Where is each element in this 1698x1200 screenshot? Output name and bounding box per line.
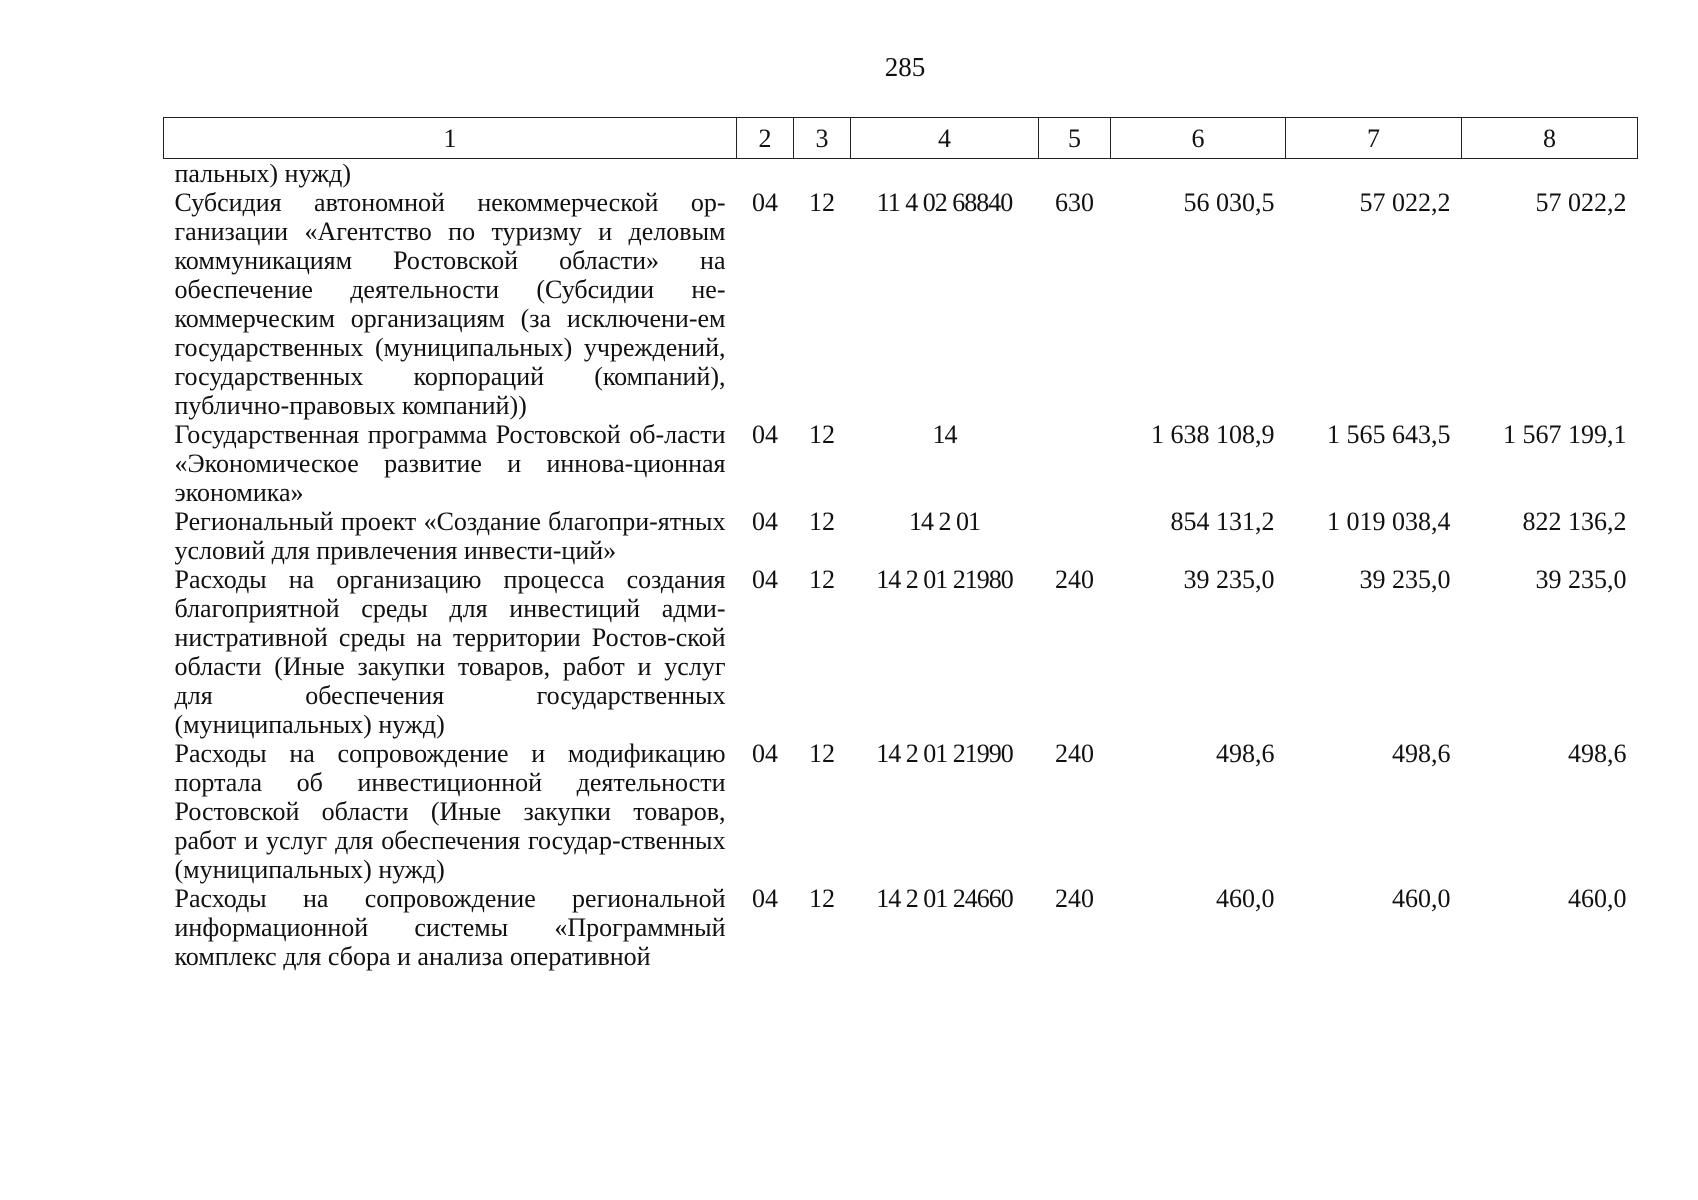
row-description: Субсидия автономной некоммерческой ор-ганизации «Агентство по туризму и деловым коммуникациям Ростовской области» на обеспечение деятельности (Субсидии не-коммерческим организациям (за исключени-ем государственных (муниципальных) учреждений, государственных корпораций (компаний), публично-правовых компаний))	[174, 188, 726, 420]
budget-table	[163, 117, 1638, 971]
row-description: Государственная программа Ростовской об-ласти «Экономическое развитие и иннова-ционная экономика»	[174, 420, 726, 507]
header-cell-8: 8	[1462, 118, 1638, 159]
row-expense-type: 240	[1055, 565, 1094, 594]
row-target-code: 11 4 02 68840	[876, 188, 1013, 217]
row-amount-year3: 498,6	[1568, 739, 1627, 768]
table-row	[164, 884, 1638, 971]
row-target-code: 14	[932, 420, 957, 449]
continuation-text: пальных) нужд)	[174, 159, 351, 188]
row-target-code: 14 2 01	[909, 507, 980, 536]
table-row	[164, 739, 1638, 884]
header-cell-4: 4	[851, 118, 1039, 159]
header-cell-7: 7	[1286, 118, 1462, 159]
page-number: 285	[884, 52, 926, 82]
header-cell-1: 1	[164, 118, 737, 159]
row-amount-year1: 56 030,5	[1183, 188, 1275, 217]
row-subsection: 12	[809, 565, 835, 594]
row-target-code: 14 2 01 21980	[876, 565, 1013, 594]
row-amount-year3: 1 567 199,1	[1503, 420, 1627, 449]
row-expense-type: 240	[1055, 884, 1094, 913]
header-cell-3: 3	[794, 118, 851, 159]
row-description: Расходы на организацию процесса создания благоприятной среды для инвестиций адми-нистративной среды на территории Ростов-ской области (Иные закупки товаров, работ и услуг для обеспечения государственных (муниципальных) нужд)	[174, 565, 726, 739]
header-cell-5: 5	[1039, 118, 1111, 159]
row-description: Расходы на сопровождение и модификацию портала об инвестиционной деятельности Ростовской области (Иные закупки товаров, работ и услуг для обеспечения государ-ственных (муниципальных) нужд)	[174, 739, 726, 884]
row-amount-year2: 57 022,2	[1359, 188, 1451, 217]
row-amount-year1: 39 235,0	[1183, 565, 1275, 594]
table-row	[164, 420, 1638, 507]
row-subsection: 12	[809, 507, 835, 536]
table-row	[164, 188, 1638, 420]
row-amount-year2: 39 235,0	[1359, 565, 1451, 594]
table-row	[164, 565, 1638, 739]
row-section: 04	[752, 565, 778, 594]
row-section: 04	[752, 420, 778, 449]
row-amount-year3: 39 235,0	[1535, 565, 1627, 594]
table-row	[164, 507, 1638, 565]
row-expense-type: 630	[1055, 188, 1094, 217]
row-amount-year2: 1 019 038,4	[1327, 507, 1451, 536]
row-description: Региональный проект «Создание благопри-ятных условий для привлечения инвести-ций»	[174, 507, 726, 565]
row-expense-type	[1039, 420, 1111, 507]
row-section: 04	[752, 507, 778, 536]
row-subsection: 12	[809, 739, 835, 768]
header-cell-2: 2	[737, 118, 794, 159]
header-row	[164, 118, 1638, 159]
row-subsection: 12	[809, 188, 835, 217]
row-target-code: 14 2 01 24660	[876, 884, 1013, 913]
row-description: Расходы на сопровождение региональной информационной системы «Программный комплекс для сбора и анализа оперативной	[174, 884, 726, 971]
row-expense-type: 240	[1055, 739, 1094, 768]
row-expense-type	[1039, 507, 1111, 565]
row-amount-year1: 460,0	[1216, 884, 1275, 913]
row-amount-year3: 460,0	[1568, 884, 1627, 913]
row-amount-year2: 498,6	[1392, 739, 1451, 768]
row-amount-year3: 57 022,2	[1535, 188, 1627, 217]
row-target-code: 14 2 01 21990	[876, 739, 1013, 768]
row-amount-year1: 854 131,2	[1170, 507, 1275, 536]
row-section: 04	[752, 884, 778, 913]
row-amount-year2: 460,0	[1392, 884, 1451, 913]
row-section: 04	[752, 739, 778, 768]
row-amount-year1: 498,6	[1216, 739, 1275, 768]
row-amount-year3: 822 136,2	[1522, 507, 1627, 536]
header-cell-6: 6	[1111, 118, 1286, 159]
row-subsection: 12	[809, 420, 835, 449]
row-amount-year1: 1 638 108,9	[1151, 420, 1275, 449]
row-subsection: 12	[809, 884, 835, 913]
row-section: 04	[752, 188, 778, 217]
continuation-row	[164, 159, 1638, 189]
row-amount-year2: 1 565 643,5	[1327, 420, 1451, 449]
